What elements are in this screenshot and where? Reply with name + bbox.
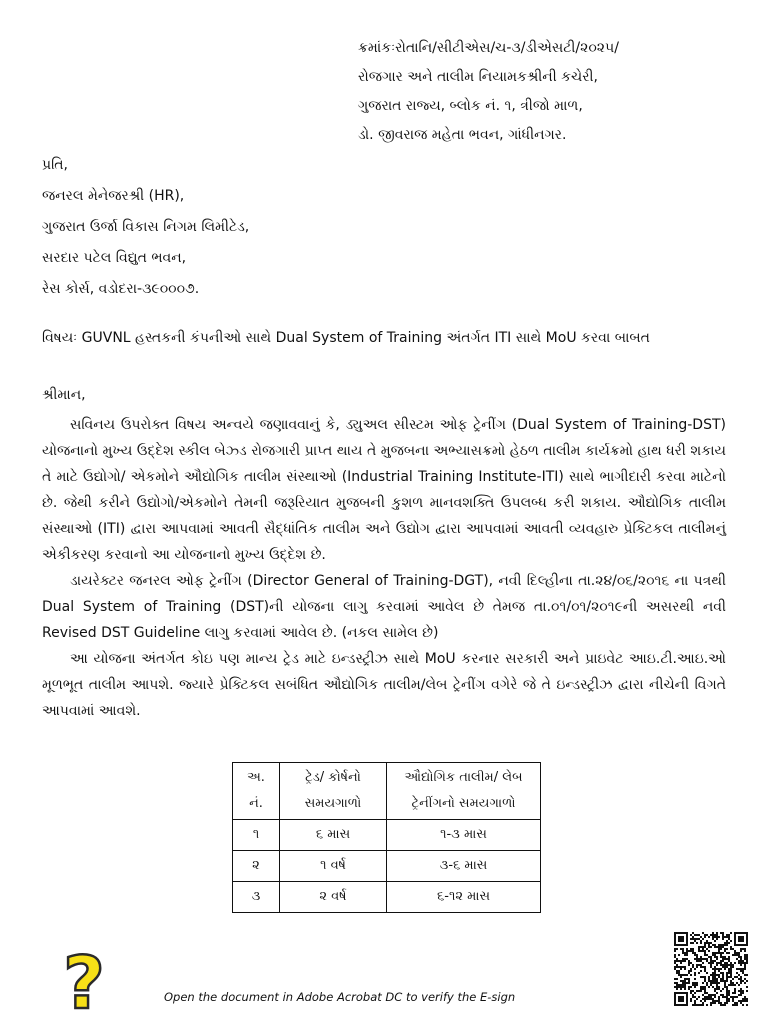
recipient-building: સરદાર પટેલ વિદ્યુત ભવન, bbox=[42, 250, 187, 266]
table-row bbox=[233, 851, 541, 882]
esign-verification-note: Open the document in Adobe Acrobat DC to verify the E-sign bbox=[164, 990, 516, 1004]
recipient-address bbox=[42, 150, 249, 305]
table-cell: ૬-૧૨ માસ bbox=[387, 882, 541, 913]
office-address-line: ડો. જીવરાજ મહેતા ભવન, ગાંધીનગર. bbox=[358, 127, 567, 143]
table-cell: ૬ માસ bbox=[280, 820, 387, 851]
office-name: રોજગાર અને તાલીમ નિયામકશ્રીની કચેરી, bbox=[358, 69, 598, 85]
table-row bbox=[233, 820, 541, 851]
header-cell-industrial-training-duration: ઔદ્યોગિક તાલીમ/ લેબ ટ્રેનીંગનો સમયગાળો bbox=[387, 763, 541, 820]
table-cell: ૩ bbox=[233, 882, 280, 913]
header-cell-serial: અ. નં. bbox=[233, 763, 280, 820]
recipient-title: જનરલ મેનેજરશ્રી (HR), bbox=[42, 188, 185, 204]
subject-line: વિષયઃ GUVNL હસ્તકની કંપનીઓ સાથે Dual System of Training અંતર્ગત ITI સાથે MoU કરવા બાબત bbox=[42, 330, 650, 346]
table-cell: ૩-૬ માસ bbox=[387, 851, 541, 882]
table-header-row bbox=[233, 763, 541, 820]
recipient-prefix: પ્રતિ, bbox=[42, 157, 68, 173]
table-cell: ૨ વર્ષ bbox=[280, 882, 387, 913]
training-period-table bbox=[232, 762, 541, 913]
table-cell: ૧ વર્ષ bbox=[280, 851, 387, 882]
qr-code-icon bbox=[674, 932, 748, 1006]
table-cell: ૨ bbox=[233, 851, 280, 882]
question-mark-icon[interactable] bbox=[58, 948, 110, 1018]
header-cell-trade-duration: ટ્રેડ/ કોર્ષનો સમયગાળો bbox=[280, 763, 387, 820]
recipient-organization: ગુજરાત ઉર્જા વિકાસ નિગમ લિમીટેડ, bbox=[42, 219, 250, 235]
recipient-city: રેસ કોર્સ, વડોદરા-૩૯૦૦૦૭. bbox=[42, 281, 200, 297]
body-paragraph: આ યોજના અંતર્ગત કોઇ પણ માન્ય ટ્રેડ માટે ઇન્ડસ્ટ્રીઝ સાથે MoU કરનાર સરકારી અને પ્રાઇવેટ આઇ.ટી.આઇ.ઓ મૂળભૂત તાલીમ આપશે. જ્યારે પ્રેક્ટિકલ સબંધિત ઔદ્યોગિક તાલીમ/લેબ ટ્રેનીંગ વગેરે જે તે ઇન્ડસ્ટ્રીઝ દ્વારા નીચેની વિગતે આપવામાં આવશે. bbox=[42, 651, 726, 719]
table-cell: ૧ bbox=[233, 820, 280, 851]
reference-number: ક્રમાંકઃરોતાનિ/સીટીએસ/ચ-૩/ડીએસટી/૨૦૨૫/ bbox=[358, 40, 619, 56]
office-address-line: ગુજરાત રાજ્ય, બ્લોક નં. ૧, ત્રીજો માળ, bbox=[358, 98, 583, 114]
body-paragraph: ડાયરેક્ટર જનરલ ઓફ ટ્રેનીંગ (Director General of Training-DGT), નવી દિલ્હીના તા.૨૪/૦૬/૨૦૧૬ ના પત્રથી Dual System of Training (DST)ની યોજના લાગુ કરવામાં આવેલ છે તેમજ તા.૦૧/૦૧/૨૦૧૯ની અસરથી નવી Revised DST Guideline લાગુ કરવામાં આવેલ છે. (નકલ સામેલ છે) bbox=[42, 573, 726, 641]
sender-address bbox=[358, 34, 619, 150]
table-row bbox=[233, 882, 541, 913]
svg-text:?: ? bbox=[63, 948, 105, 1018]
salutation: શ્રીમાન, bbox=[42, 387, 86, 403]
body-paragraph: સવિનય ઉપરોક્ત વિષય અન્વયે જણાવવાનું કે, ડ્યુઅલ સીસ્ટમ ઓફ ટ્રેનીંગ (Dual System of Training-DST) યોજનાનો મુખ્ય ઉદ્દેશ સ્કીલ બેઝ્ડ રોજગારી પ્રાપ્ત થાય તે મુજબના અભ્યાસક્રમો હેઠળ તાલીમ કાર્યક્રમો હાથ ધરી શકાય તે માટે ઉદ્યોગો/ એકમોને ઔદ્યોગિક તાલીમ સંસ્થાઓ (Industrial Training Institute-ITI) સાથે ભાગીદારી કરવા માટેનો છે. જેથી કરીને ઉદ્યોગો/એકમોને તેમની જરૂરિયાત મુજબની કુશળ માનવશક્તિ ઉપલબ્ધ કરી શકાય. ઔદ્યોગિક તાલીમ સંસ્થાઓ (ITI) દ્વારા આપવામાં આવતી સૈદ્ધાંતિક તાલીમ અને ઉદ્યોગ દ્વારા આપવામાં આવતી વ્યવહારુ પ્રેક્ટિકલ તાલીમનું એકીકરણ કરવાનો આ યોજનાનો મુખ્ય ઉદ્દેશ છે. bbox=[42, 417, 726, 563]
letter-body bbox=[42, 412, 726, 724]
table-cell: ૧-૩ માસ bbox=[387, 820, 541, 851]
